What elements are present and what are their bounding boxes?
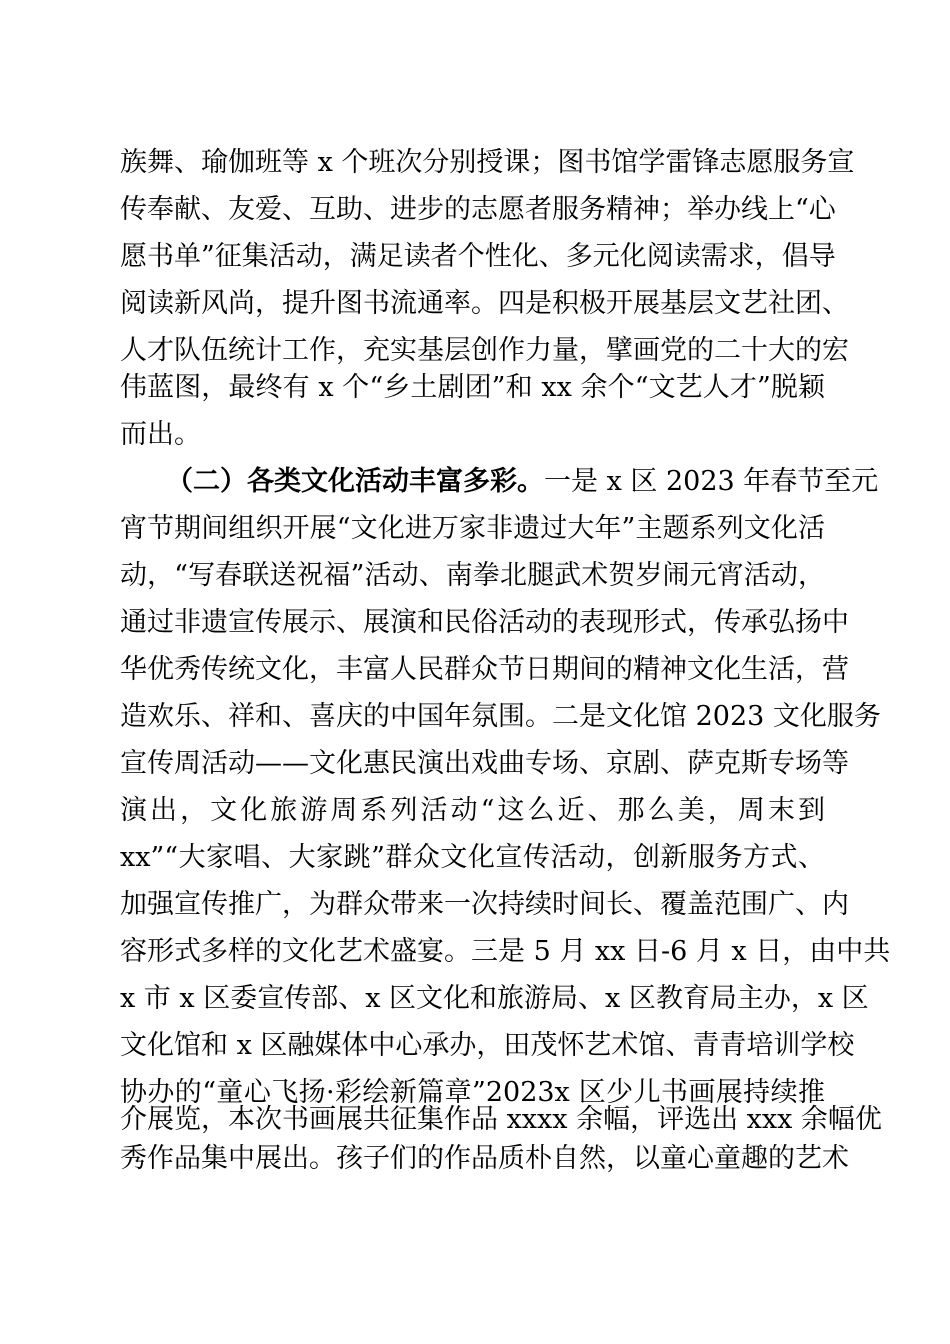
paragraph-1-line-6: 伟蓝图，最终有 x 个“乡土剧团”和 xx 余个“文艺人才”脱颖 <box>120 372 825 403</box>
paragraph-2-line-6: 造欢乐、祥和、喜庆的中国年氛围。二是文化馆 2023 文化服务 <box>120 701 881 732</box>
paragraph-2-line-12: x 市 x 区委宣传部、x 区文化和旅游局、x 区教育局主办，x 区 <box>120 983 869 1014</box>
paragraph-2-line-16: 秀作品集中展出。孩子们的作品质朴自然，以童心童趣的艺术 <box>120 1143 849 1174</box>
paragraph-1-line-3: 愿书单”征集活动，满足读者个性化、多元化阅读需求，倡导 <box>120 241 836 272</box>
paragraph-2-line-8: 演出，文化旅游周系列活动“这么近、那么美，周末到 <box>120 795 825 826</box>
paragraph-2-line-13: 文化馆和 x 区融媒体中心承办，田茂怀艺术馆、青青培训学校 <box>120 1030 855 1061</box>
paragraph-2-line-7: 宣传周活动——文化惠民演出戏曲专场、京剧、萨克斯专场等 <box>120 748 849 779</box>
paragraph-2-line-4: 通过非遗宣传展示、展演和民俗活动的表现形式，传承弘扬中 <box>120 607 849 638</box>
section-heading: （二）各类文化活动丰富多彩。 <box>166 466 544 497</box>
paragraph-1-line-1: 族舞、瑜伽班等 x 个班次分别授课；图书馆学雷锋志愿服务宣 <box>120 147 855 178</box>
paragraph-1-line-5: 人才队伍统计工作，充实基层创作力量，擘画党的二十大的宏 <box>120 335 849 366</box>
paragraph-1-line-2: 传奉献、友爱、互助、进步的志愿者服务精神；举办线上“心 <box>120 194 836 225</box>
paragraph-2-line-9: xx”“大家唱、大家跳”群众文化宣传活动，创新服务方式、 <box>120 842 825 873</box>
paragraph-2-line-15: 介展览，本次书画展共征集作品 xxxx 余幅，评选出 xxx 余幅优 <box>120 1104 882 1135</box>
paragraph-2-line-3: 动，“写春联送祝福”活动、南拳北腿武术贺岁闹元宵活动， <box>120 560 825 591</box>
paragraph-1-line-4: 阅读新风尚，提升图书流通率。四是积极开展基层文艺社团、 <box>120 288 849 319</box>
paragraph-2-line-5: 华优秀传统文化，丰富人民群众节日期间的精神文化生活，营 <box>120 654 849 685</box>
paragraph-2-line-10: 加强宣传推广，为群众带来一次持续时间长、覆盖范围广、内 <box>120 889 849 920</box>
paragraph-2-line-1-rest: 一是 x 区 2023 年春节至元 <box>544 466 879 497</box>
paragraph-2-line-2: 宵节期间组织开展“文化进万家非遗过大年”主题系列文化活 <box>120 513 825 544</box>
paragraph-2-line-14: 协办的“童心飞扬·彩绘新篇章”2023x 区少儿书画展持续推 <box>120 1077 825 1108</box>
paragraph-1-line-7: 而出。 <box>120 419 201 450</box>
paragraph-2-first-line <box>166 460 879 504</box>
paragraph-2-line-11: 容形式多样的文化艺术盛宴。三是 5 月 xx 日-6 月 x 日，由中共 <box>120 936 891 967</box>
